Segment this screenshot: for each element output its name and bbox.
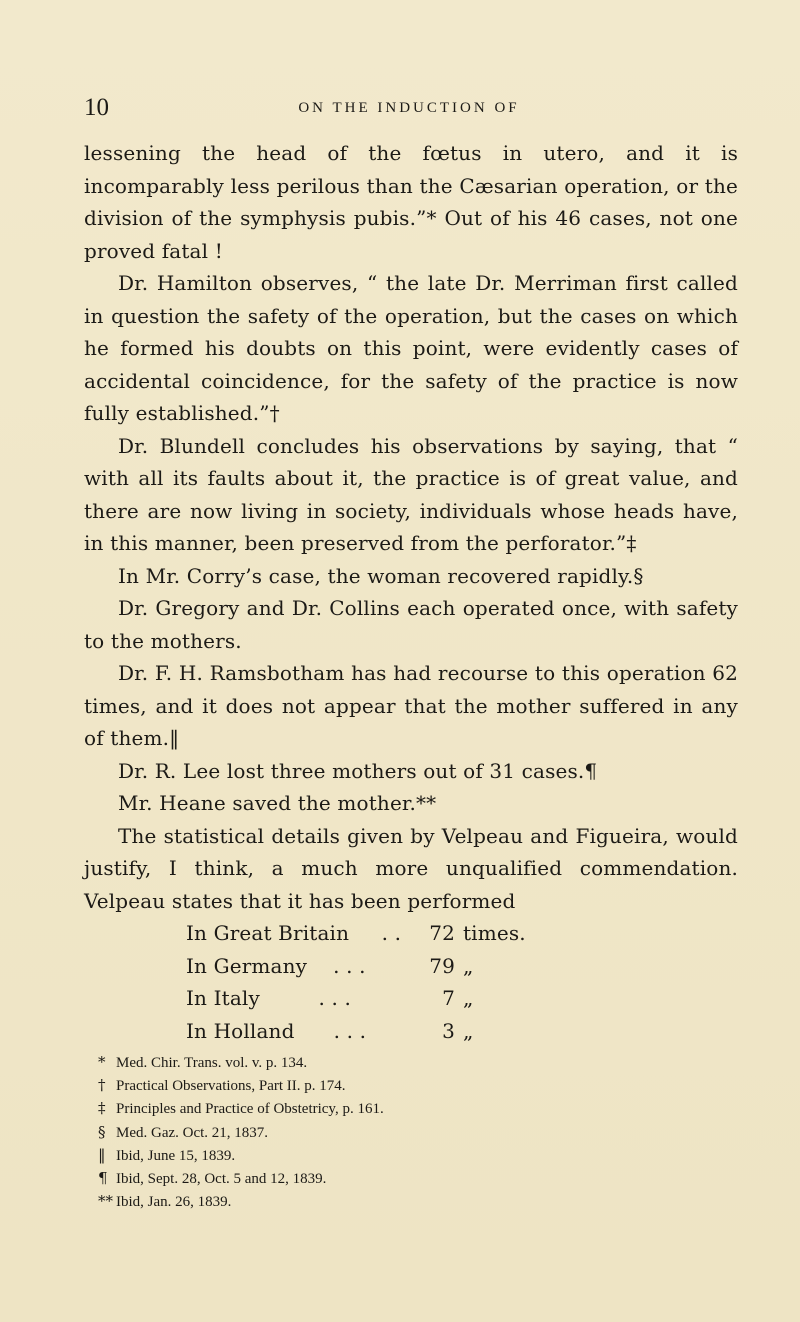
paragraph-heane: Mr. Heane saved the mother.**: [118, 791, 437, 815]
paragraph-velpeau: The statistical details given by Velpeau and Figueira, would justify, I think, a much more unqualified commendation. Velpeau states that it has been performed: [84, 823, 738, 913]
table-country: In Germany . . .: [186, 953, 366, 978]
paragraph-continued: lessening the head of the fœtus in utero, and it is incomparably less perilous than the Cæsarian operation, or the division of the symphysis pubis.”* Out of his 46 cases, not one proved fatal !: [84, 141, 738, 263]
table-count: 79: [429, 953, 455, 978]
paragraph-ramsbotham: Dr. F. H. Ramsbotham has had recourse to this operation 62 times, and it does not appear that the mother suffered in any of them.‖: [84, 661, 738, 750]
footnote: [84, 1167, 734, 1190]
footnote-mark: ‡: [98, 1099, 106, 1118]
table-unit: „: [463, 1018, 474, 1043]
table-row: [84, 950, 738, 983]
footnote-mark: *: [98, 1053, 106, 1071]
paragraph-corry: In Mr. Corry’s case, the woman recovered rapidly.§: [118, 563, 644, 588]
footnote-mark: ¶: [98, 1169, 108, 1188]
footnote-mark: **: [98, 1192, 113, 1211]
table-unit: „: [463, 986, 474, 1010]
table-count: 3: [442, 1018, 455, 1043]
footnote-text: Practical Observations, Part II. p. 174.: [116, 1078, 346, 1095]
table-unit: „: [463, 953, 474, 978]
footnote-text: Ibid, June 15, 1839.: [116, 1147, 236, 1164]
footnote-mark: ‖: [98, 1145, 106, 1164]
footnote-mark: †: [98, 1076, 106, 1095]
footnote-text: Ibid, Jan. 26, 1839.: [116, 1194, 232, 1211]
body-text: [84, 137, 738, 1047]
footnotes: [84, 1051, 734, 1213]
paragraph-lee: Dr. R. Lee lost three mothers out of 31 cases.¶: [118, 758, 598, 783]
footnote-text: Med. Chir. Trans. vol. v. p. 134.: [116, 1055, 308, 1071]
paragraph-hamilton: Dr. Hamilton observes, “ the late Dr. Merriman first called in question the safety of the operation, but the cases on which he formed his doubts on this point, were evidently cases of accidental coincidence, for the safety of the practice is now fully established.”†: [84, 271, 738, 425]
footnote: [84, 1190, 734, 1213]
table-row: [84, 982, 738, 1015]
page-number: 10: [84, 94, 109, 121]
table-count: 7: [442, 986, 455, 1010]
footnote-text: Ibid, Sept. 28, Oct. 5 and 12, 1839.: [116, 1171, 327, 1188]
running-head: ON THE INDUCTION OF: [298, 100, 520, 116]
table-count: 72: [429, 921, 455, 945]
table-row: [84, 917, 738, 950]
table-country: In Great Britain . .: [186, 921, 402, 945]
footnote: [84, 1074, 734, 1097]
footnote-text: Med. Gaz. Oct. 21, 1837.: [116, 1124, 269, 1141]
table-country: In Holland . . .: [186, 1018, 367, 1043]
footnote: [84, 1144, 734, 1167]
paragraph-gregory-collins: Dr. Gregory and Dr. Collins each operated once, with safety to the mothers.: [84, 596, 738, 653]
table-row: [84, 1015, 738, 1048]
footnote: [84, 1097, 734, 1120]
table-unit: times.: [463, 921, 526, 945]
table-country: In Italy . . .: [186, 986, 352, 1010]
footnote: [84, 1051, 734, 1074]
footnote-mark: §: [98, 1122, 106, 1141]
page-header: [84, 93, 734, 123]
footnote: [84, 1121, 734, 1144]
velpeau-table: [84, 917, 738, 1047]
footnote-text: Principles and Practice of Obstetricy, p. 161.: [116, 1101, 384, 1118]
paragraph-blundell: Dr. Blundell concludes his observations by saying, that “ with all its faults about it, the practice is of great value, and there are now living in society, individuals whose heads have, in this manner, been preserved from the perforator.”‡: [84, 433, 738, 555]
